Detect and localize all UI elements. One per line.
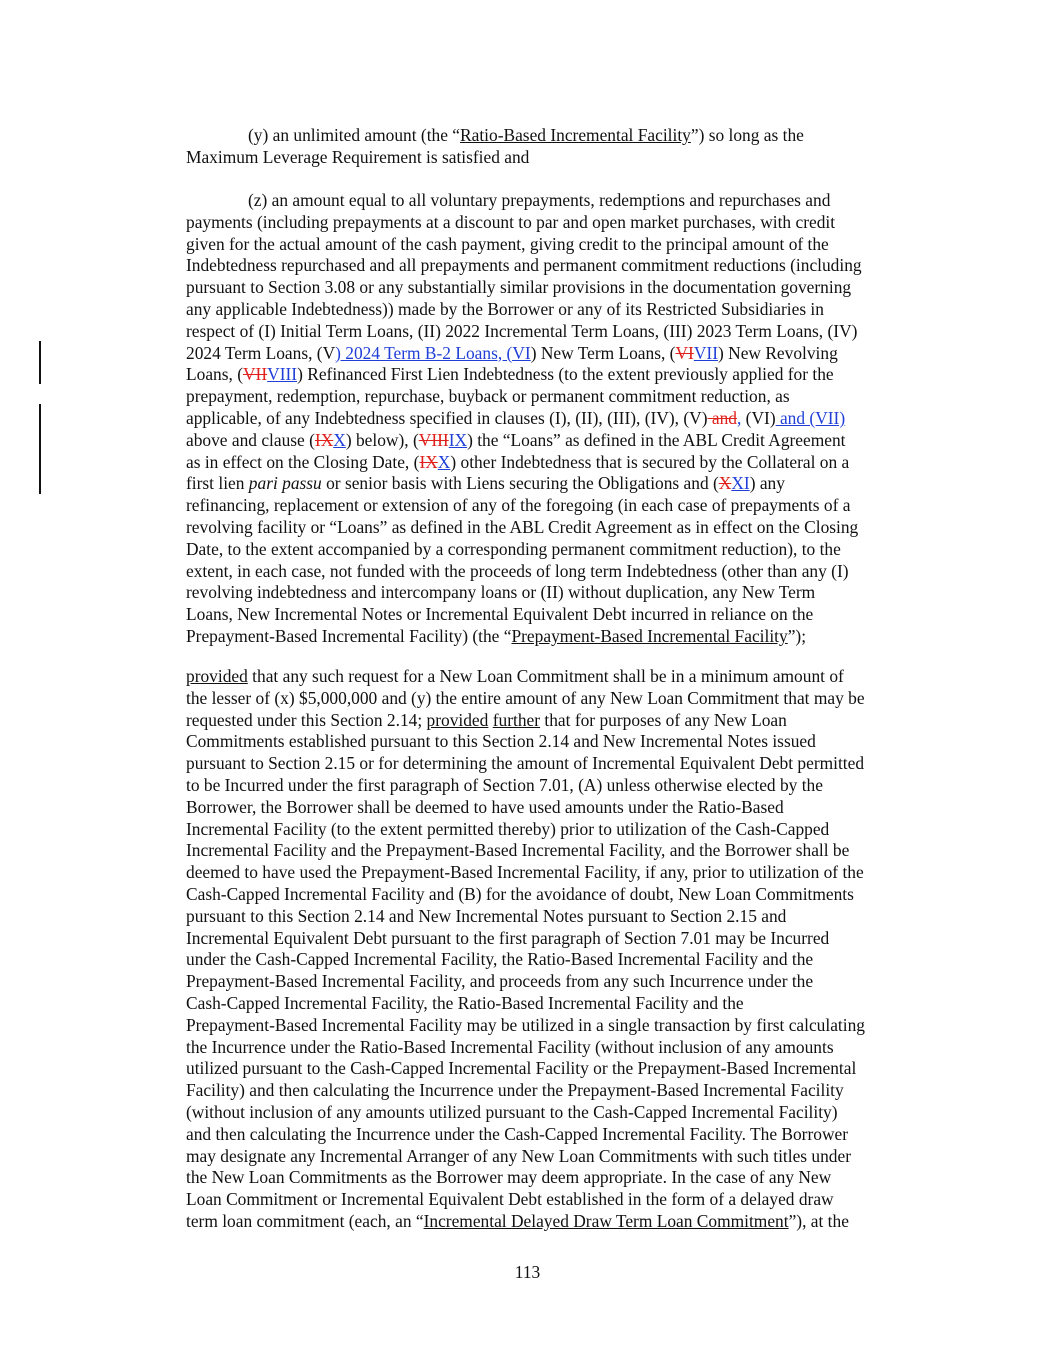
text-line [186,299,936,321]
text-line [186,430,936,452]
text-run: and then calculating the Incurrence under the Cash-Capped Incremental Facility. The Borrower [186,1123,849,1144]
text-line [186,688,936,710]
text-run: (z) an amount equal to all voluntary prepayments, redemptions and repurchases and [248,190,831,210]
text-run: Loans, New Incremental Notes or Incremental Equivalent Debt incurred in reliance on the [186,604,814,625]
text-run: ) other Indebtedness that is secured by the Collateral on a [450,451,850,472]
text-line [186,710,936,732]
text-run: (VI) [741,407,776,428]
text-run: revolving indebtedness and intercompany loans or (II) without duplication, any New Term [186,582,816,603]
text-run: Cash-Capped Incremental Facility and (B) for the avoidance of doubt, New Loan Commitments [186,883,854,904]
defined-term: Ratio-Based Incremental Facility [460,125,691,145]
text-line [186,840,936,862]
inserted-text: IX [448,429,468,450]
defined-term: Incremental Delayed Draw Term Loan Commitment [423,1210,789,1231]
text-run: (without inclusion of any amounts utilized pursuant to the Cash-Capped Incremental Facility) [186,1101,838,1122]
text-line [186,539,936,561]
text-line [186,1102,936,1124]
text-line [186,495,936,517]
text-run: requested under this Section 2.14; [186,709,427,730]
inserted-text: ) 2024 Term B-2 Loans, (VI [335,342,531,363]
text-line [186,753,936,775]
text-line [186,255,936,277]
text-line [186,147,936,169]
defined-term: provided [426,709,489,730]
text-run: respect of (I) Initial Term Loans, (II) 2022 Incremental Term Loans, (III) 2023 Term Loans, (IV) [186,320,858,341]
text-run: ) New Term Loans, ( [530,342,676,363]
page-number: 113 [514,1262,541,1282]
text-line [186,1146,936,1168]
text-run: ”) so long as the [690,125,804,145]
text-run: pursuant to Section 3.08 or any substantially similar provisions in the documentation governing [186,277,852,298]
text-run: Incremental Equivalent Debt pursuant to the first paragraph of Section 7.01 may be Incurred [186,927,830,948]
text-line [186,190,936,212]
text-line [186,386,936,408]
defined-term: provided [186,666,248,686]
text-run: deemed to have used the Prepayment-Based Incremental Facility, if any, prior to utilization of the [186,862,864,883]
deleted-text: VI [675,342,694,363]
text-line [186,971,936,993]
text-run: term loan commitment (each, an “ [186,1210,424,1231]
text-run: ”); [787,625,807,646]
text-run: revolving facility or “Loans” as defined in the ABL Credit Agreement as in effect on the Closing [186,516,859,537]
paragraph-proviso [186,666,936,1233]
text-run: any applicable Indebtedness)) made by the Borrower or any of its Restricted Subsidiaries in [186,298,824,319]
text-run: Borrower, the Borrower shall be deemed to have used amounts under the Ratio-Based [186,796,784,817]
text-run: payments (including prepayments at a discount to par and open market purchases, with credit [186,211,836,232]
text-line [186,1015,936,1037]
text-run: Incremental Facility (to the extent permitted thereby) prior to utilization of the Cash-Capped [186,818,830,839]
change-bar [39,404,41,494]
text-run: may designate any Incremental Arranger of any New Loan Commitments with such titles under [186,1145,852,1166]
deleted-text: and [707,407,737,428]
text-line [186,321,936,343]
text-line [186,797,936,819]
text-line [186,364,936,386]
text-line [186,452,936,474]
inserted-text: , [736,407,742,428]
text-line [186,277,936,299]
text-line [186,731,936,753]
text-run: ) New Revolving [718,342,838,363]
text-line [186,928,936,950]
defined-term: further [492,709,541,730]
text-run: utilized pursuant to the Cash-Capped Incremental Facility or the Prepayment-Based Incremental [186,1058,857,1079]
text-run: refinancing, replacement or extension of any of the foregoing (in each case of prepayments of a [186,495,851,516]
text-line [186,819,936,841]
inserted-text: XI [731,473,750,494]
text-run: Incremental Facility and the Prepayment-Based Incremental Facility, and the Borrower shall be [186,840,850,861]
text-run: given for the actual amount of the cash payment, giving credit to the principal amount of the [186,233,829,254]
text-run: applicable, of any Indebtedness specified in clauses (I), (II), (III), (IV), (V) [186,407,708,428]
text-run: Prepayment-Based Incremental Facility, and proceeds from any such Incurrence under the [186,971,814,992]
text-run: that any such request for a New Loan Commitment shall be in a minimum amount of [247,666,844,686]
text-run: Commitments established pursuant to this Section 2.14 and New Incremental Notes issued [186,731,816,752]
text-run: pursuant to this Section 2.14 and New Incremental Notes pursuant to Section 2.15 and [186,905,787,926]
text-run: Prepayment-Based Incremental Facility) (the “ [186,625,512,646]
text-run: the Incurrence under the Ratio-Based Incremental Facility (without inclusion of any amounts [186,1036,834,1057]
text-run: to be Incurred under the first paragraph of Section 7.01, (A) unless otherwise elected by the [186,774,823,795]
deleted-text: VIII [418,429,449,450]
deleted-text: IX [419,451,438,472]
text-run: ) any [749,473,785,494]
text-line [186,1124,936,1146]
text-run: Indebtedness repurchased and all prepayments and permanent commitment reductions (including [186,255,862,276]
text-line [186,884,936,906]
paragraph-y [186,125,936,169]
text-line [186,626,936,648]
text-line [186,561,936,583]
text-run: first lien [186,473,249,494]
text-line [186,949,936,971]
text-line [186,993,936,1015]
text-line [186,1037,936,1059]
text-line [186,125,936,147]
text-run: Loan Commitment or Incremental Equivalent Debt established in the form of a delayed draw [186,1189,834,1210]
text-line [186,234,936,256]
text-line [186,604,936,626]
text-run: Date, to the extent accompanied by a corresponding permanent commitment reduction), to the [186,538,841,559]
text-run: Facility) and then calculating the Incurrence under the Prepayment-Based Incremental Facility [186,1080,844,1101]
text-run: 2024 Term Loans, (V [186,342,336,363]
text-line [186,1189,936,1211]
text-run: Loans, ( [186,364,243,385]
text-run: the lesser of (x) $5,000,000 and (y) the entire amount of any New Loan Commitment that may be [186,687,865,708]
text-run: (y) an unlimited amount (the “ [248,125,461,145]
deleted-text: X [718,473,732,494]
defined-term: Prepayment-Based Incremental Facility [511,625,788,646]
text-line [186,666,936,688]
text-run: ) Refinanced First Lien Indebtedness (to the extent previously applied for the [297,364,834,385]
text-run: Cash-Capped Incremental Facility, the Ratio-Based Incremental Facility and the [186,992,744,1013]
text-run: prepayment, redemption, repurchase, buyback or permanent commitment reduction, as [186,386,790,407]
text-line [186,343,936,365]
text-run: pursuant to Section 2.15 or for determining the amount of Incremental Equivalent Debt permitted [186,753,865,774]
text-run: ”), at the [788,1210,849,1231]
text-line [186,1211,936,1233]
text-line [186,1080,936,1102]
text-line [186,408,936,430]
inserted-text: X [333,429,346,450]
text-line [186,1167,936,1189]
text-line [186,906,936,928]
text-run: ) the “Loans” as defined in the ABL Credit Agreement [467,429,846,450]
inserted-text: and (VII) [775,407,846,428]
text-run: Maximum Leverage Requirement is satisfied and [186,146,530,167]
text-run: extent, in each case, not funded with the proceeds of long term Indebtedness (other than any (I) [186,560,849,581]
text-line [186,473,936,495]
deleted-text: VII [243,364,268,385]
text-line [186,1058,936,1080]
inserted-text: X [437,451,451,472]
text-line [186,517,936,539]
inserted-text: VII [693,342,718,363]
text-run: ) below), ( [345,429,419,450]
text-run: as in effect on the Closing Date, ( [186,451,420,472]
italic-text: pari passu [248,473,322,494]
deleted-text: IX [314,429,334,450]
inserted-text: VIII [267,364,298,385]
text-run: the New Loan Commitments as the Borrower may deem appropriate. In the case of any New [186,1167,832,1188]
text-line [186,582,936,604]
text-run: or senior basis with Liens securing the Obligations and ( [321,473,719,494]
text-line [186,212,936,234]
text-line [186,775,936,797]
text-line [186,862,936,884]
text-run: under the Cash-Capped Incremental Facility, the Ratio-Based Incremental Facility and the [186,949,814,970]
text-run: above and clause ( [186,429,315,450]
text-run: Prepayment-Based Incremental Facility may be utilized in a single transaction by first calculating [186,1014,865,1035]
text-run: that for purposes of any New Loan [540,709,787,730]
change-bar [39,341,41,384]
paragraph-z [186,190,936,648]
